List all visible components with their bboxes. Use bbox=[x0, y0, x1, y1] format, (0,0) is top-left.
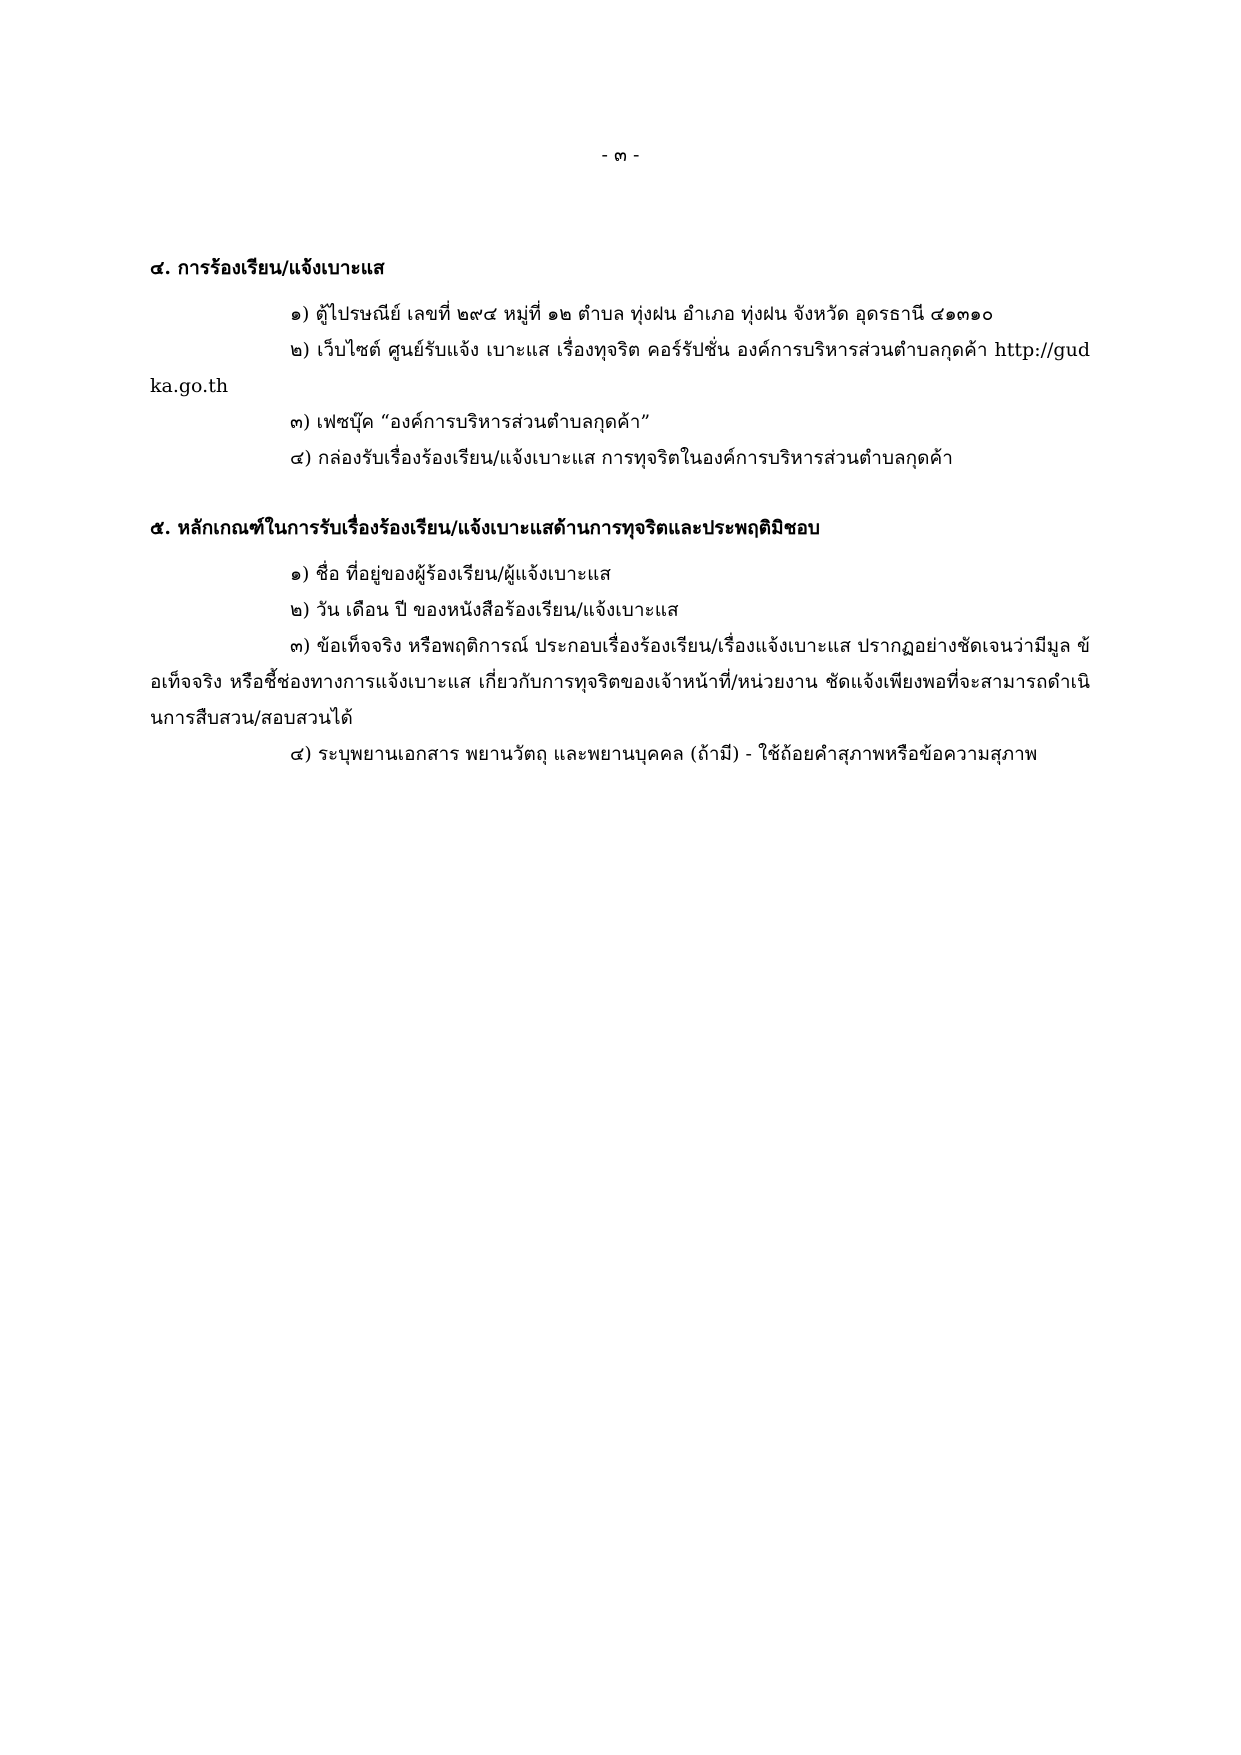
spacer bbox=[150, 546, 1090, 556]
criteria-item: ๔) ระบุพยานเอกสาร พยานวัตถุ และพยานบุคคล (ถ้ามี) - ใช้ถ้อยคำสุภาพหรือข้อความสุภาพ bbox=[290, 743, 1038, 765]
spacer bbox=[150, 286, 1090, 296]
section-complaint-criteria bbox=[150, 510, 1090, 772]
complaint-channel-item: ๑) ตู้ไปรษณีย์ เลขที่ ๒๙๔ หมู่ที่ ๑๒ ตำบล ทุ่งฝน อำเภอ ทุ่งฝน จังหวัด อุดรธานี ๔๑๓๑๐ bbox=[290, 303, 994, 325]
spacer bbox=[150, 476, 1090, 510]
document-body bbox=[150, 250, 1090, 772]
complaint-channel-item: ๒) เว็บไซต์ ศูนย์รับแจ้ง เบาะแส เรื่องทุจริต คอร์รัปชั่น องค์การบริหารส่วนตำบลกุดค้า http://gudka.go.th bbox=[150, 339, 1090, 397]
section-complaint-channels bbox=[150, 250, 1090, 476]
criteria-item: ๒) วัน เดือน ปี ของหนังสือร้องเรียน/แจ้งเบาะแส bbox=[290, 599, 679, 621]
section-5-title: ๕. หลักเกณฑ์ในการรับเรื่องร้องเรียน/แจ้งเบาะแสด้านการทุจริตและประพฤติมิชอบ bbox=[150, 517, 820, 539]
section-4-title: ๔. การร้องเรียน/แจ้งเบาะแส bbox=[150, 257, 385, 279]
page-number: - ๓ - bbox=[601, 144, 640, 166]
complaint-channel-item: ๔) กล่องรับเรื่องร้องเรียน/แจ้งเบาะแส การทุจริตในองค์การบริหารส่วนตำบลกุดค้า bbox=[290, 447, 953, 469]
criteria-item: ๑) ชื่อ ที่อยู่ของผู้ร้องเรียน/ผู้แจ้งเบาะแส bbox=[290, 563, 611, 585]
complaint-channel-item: ๓) เฟซบุ๊ค “องค์การบริหารส่วนตำบลกุดค้า” bbox=[290, 411, 651, 433]
criteria-item: ๓) ข้อเท็จจริง หรือพฤติการณ์ ประกอบเรื่องร้องเรียน/เรื่องแจ้งเบาะแส ปรากฏอย่างชัดเจนว่ามีมูล ข้อเท็จจริง หรือชี้ช่องทางการแจ้งเบาะแส เกี่ยวกับการทุจริตของเจ้าหน้าที่/หน่วยงาน ชัดแจ้งเพียงพอที่จะสามารถดำเนินการสืบสวน/สอบสวนได้ bbox=[150, 635, 1090, 729]
